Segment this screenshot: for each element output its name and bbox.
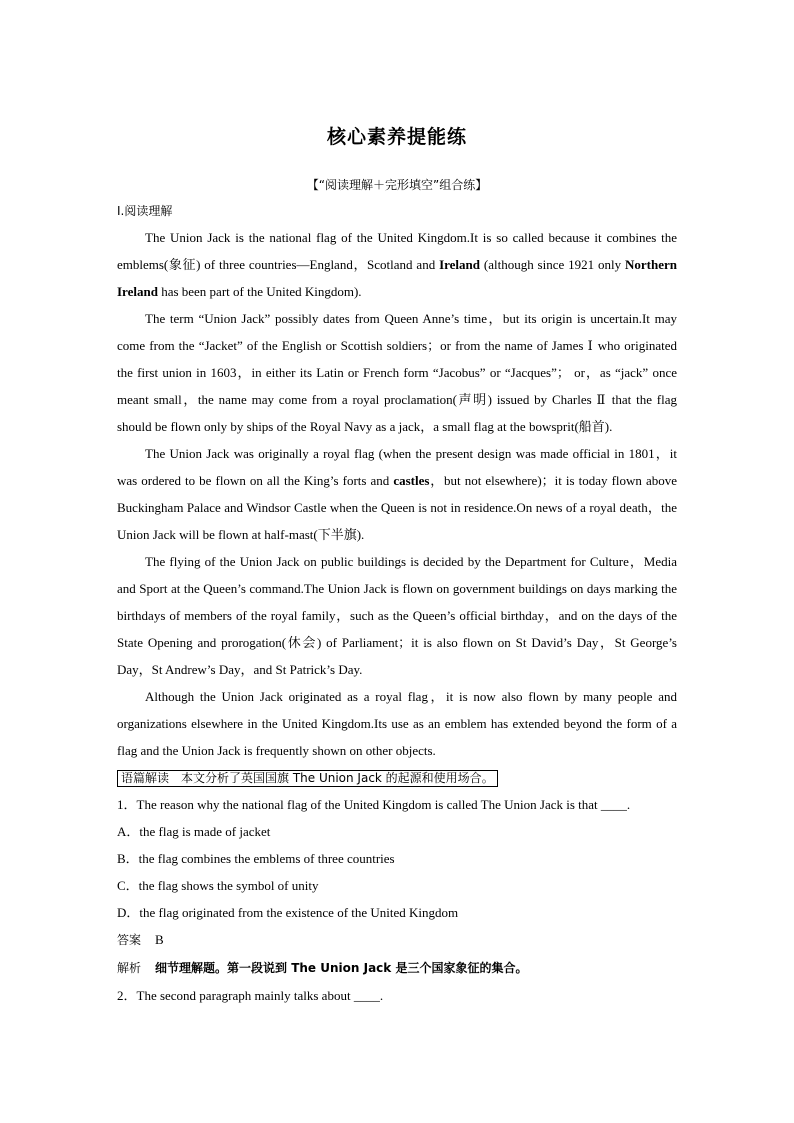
question-1-option-a: A．the flag is made of jacket xyxy=(117,824,271,839)
page-title: 核心素养提能练 xyxy=(326,126,467,148)
explanation-label: 解析 xyxy=(117,961,142,975)
paragraph-3-text-a: The Union Jack was originally a royal flag (when the present design was made official in 1801，it was ordered to be flown on all the King’s forts and xyxy=(117,446,677,488)
paragraph-5: Although the Union Jack originated as a royal flag，it is now also flown by many people and organizations elsewhere in the United Kingdom.Its use as an emblem has extended beyond the form of a flag and the Union Jack is frequently shown on other objects. xyxy=(117,689,677,758)
paragraph-1-text-c: has been part of the United Kingdom). xyxy=(157,284,362,299)
paragraph-1-bold-ireland: Ireland xyxy=(439,257,480,272)
paragraph-4: The flying of the Union Jack on public buildings is decided by the Department for Culture，Media and Sport at the Queen’s command.The Union Jack is flown on government buildings on days marking the birthdays of members of the royal family，such as the Queen’s official birthday，and on the days of the State Opening and prorogation(休会) of Parliament；it is also flown on St David’s Day，St George’s Day，St Andrew’s Day，and St Patrick’s Day. xyxy=(117,554,677,677)
analysis-box: 语篇解读 本文分析了英国国旗 The Union Jack 的起源和使用场合。 xyxy=(117,770,498,787)
question-1-explanation xyxy=(117,954,677,982)
question-1-option-d: D．the flag originated from the existence of the United Kingdom xyxy=(117,905,459,920)
paragraph-1 xyxy=(117,224,677,305)
document-body xyxy=(117,224,677,1009)
question-2-stem: 2．The second paragraph mainly talks about ____. xyxy=(117,988,384,1003)
question-1-stem: 1．The reason why the national flag of the United Kingdom is called The Union Jack is that ____. xyxy=(117,797,631,812)
question-1-option-c: C．the flag shows the symbol of unity xyxy=(117,878,319,893)
paragraph-1-bold-northern-ireland: Northern Ireland xyxy=(117,257,677,299)
answer-value: B xyxy=(155,932,164,947)
paragraph-3-bold-castles: castles xyxy=(393,473,430,488)
page-subtitle: 【“阅读理解＋完形填空”组合练】 xyxy=(306,178,488,192)
question-1-option-b: B．the flag combines the emblems of three countries xyxy=(117,851,395,866)
paragraph-3-text-b: ，but not elsewhere)；it is today flown above Buckingham Palace and Windsor Castle when the Queen is not in residence.On news of a royal death，the Union Jack will be flown at half-mast(下半旗). xyxy=(117,473,677,542)
section-heading: Ⅰ.阅读理解 xyxy=(117,204,173,218)
paragraph-1-text-b: (although since 1921 only xyxy=(480,257,625,272)
paragraph-3 xyxy=(117,440,677,548)
explanation-text: 细节理解题。第一段说到 The Union Jack 是三个国家象征的集合。 xyxy=(155,961,528,975)
paragraph-1-text-a: The Union Jack is the national flag of the United Kingdom.It is so called because it combines the emblems(象征) of three countries—England，Scotland and xyxy=(117,230,677,272)
question-1-answer xyxy=(117,926,677,954)
paragraph-2: The term “Union Jack” possibly dates from Queen Anne’s time，but its origin is uncertain.It may come from the “Jacket” of the English or Scottish soldiers；or from the name of James Ⅰ who originated the first union in 1603，in either its Latin or French form “Jacobus” or “Jacques”； or，as “jack” once meant small，the name may come from a royal proclamation(声明) issued by Charles Ⅱ that the flag should be flown only by ships of the Royal Navy as a jack，a small flag at the bowsprit(船首). xyxy=(117,311,677,434)
answer-label: 答案 xyxy=(117,933,142,947)
